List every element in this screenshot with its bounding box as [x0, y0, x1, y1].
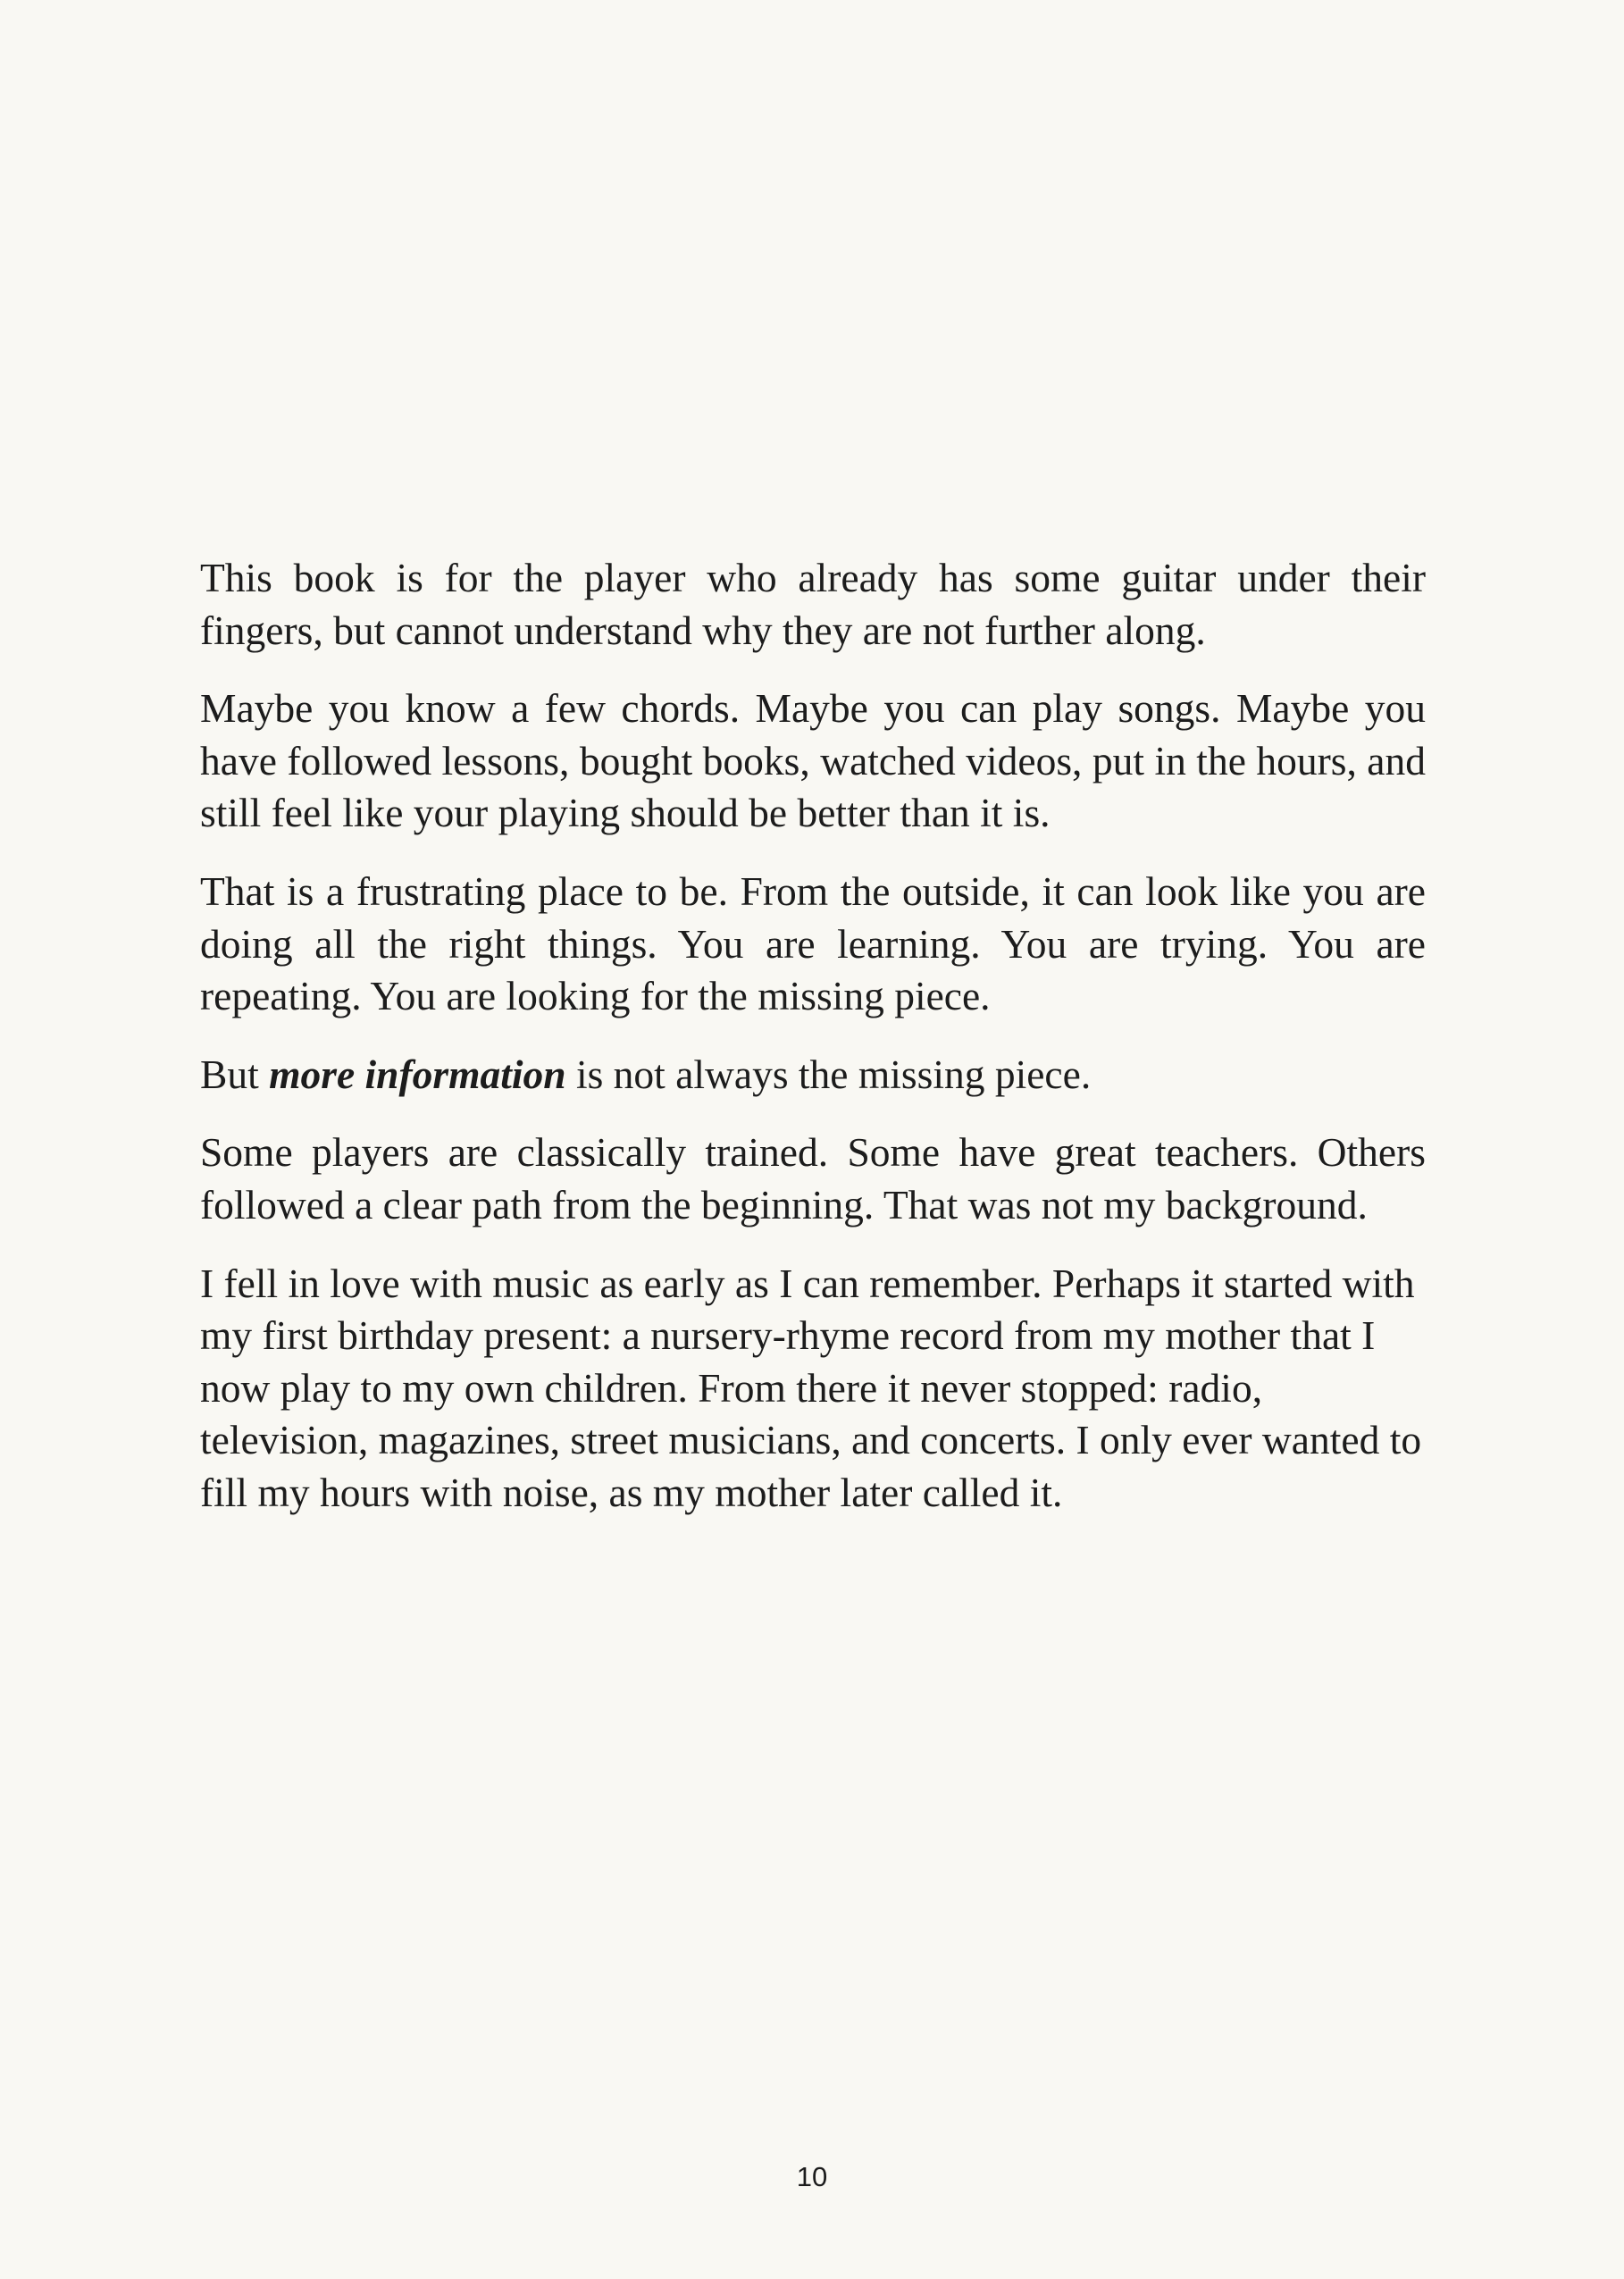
emphasis-more-information: more information [269, 1051, 566, 1097]
paragraph-background: Some players are classically trained. Some have great teachers. Others followed a clear path from the beginning. That was not my background. [200, 1129, 1426, 1227]
paragraph-more-information-lead: But [200, 1051, 270, 1097]
body-text [200, 552, 1426, 1546]
paragraph-more-information-tail: is not always the missing piece. [565, 1051, 1092, 1097]
paragraph-maybe: Maybe you know a few chords. Maybe you can play songs. Maybe you have followed lessons, bought books, watched videos, put in the hours, and still feel like your playing should be better than it is. [200, 685, 1426, 836]
paragraph-intro: This book is for the player who already has some guitar under their fingers, but cannot understand why they are not further along. [200, 555, 1426, 653]
paragraph-frustrating: That is a frustrating place to be. From the outside, it can look like you are doing all the right things. You are learning. You are trying. You are repeating. You are looking for the missing piece. [200, 867, 1426, 1019]
paragraph-love-of-music: I fell in love with music as early as I can remember. Perhaps it started with my first birthday present: a nursery-rhyme record from my mother that I now play to my own children. From there it never stopped: radio, television, magazines, street musicians, and concerts. I only ever wanted to fill my hours with noise, as my mother later called it. [200, 1260, 1422, 1515]
page-number: 10 [796, 2161, 828, 2192]
paragraph-more-information [200, 1049, 1426, 1102]
